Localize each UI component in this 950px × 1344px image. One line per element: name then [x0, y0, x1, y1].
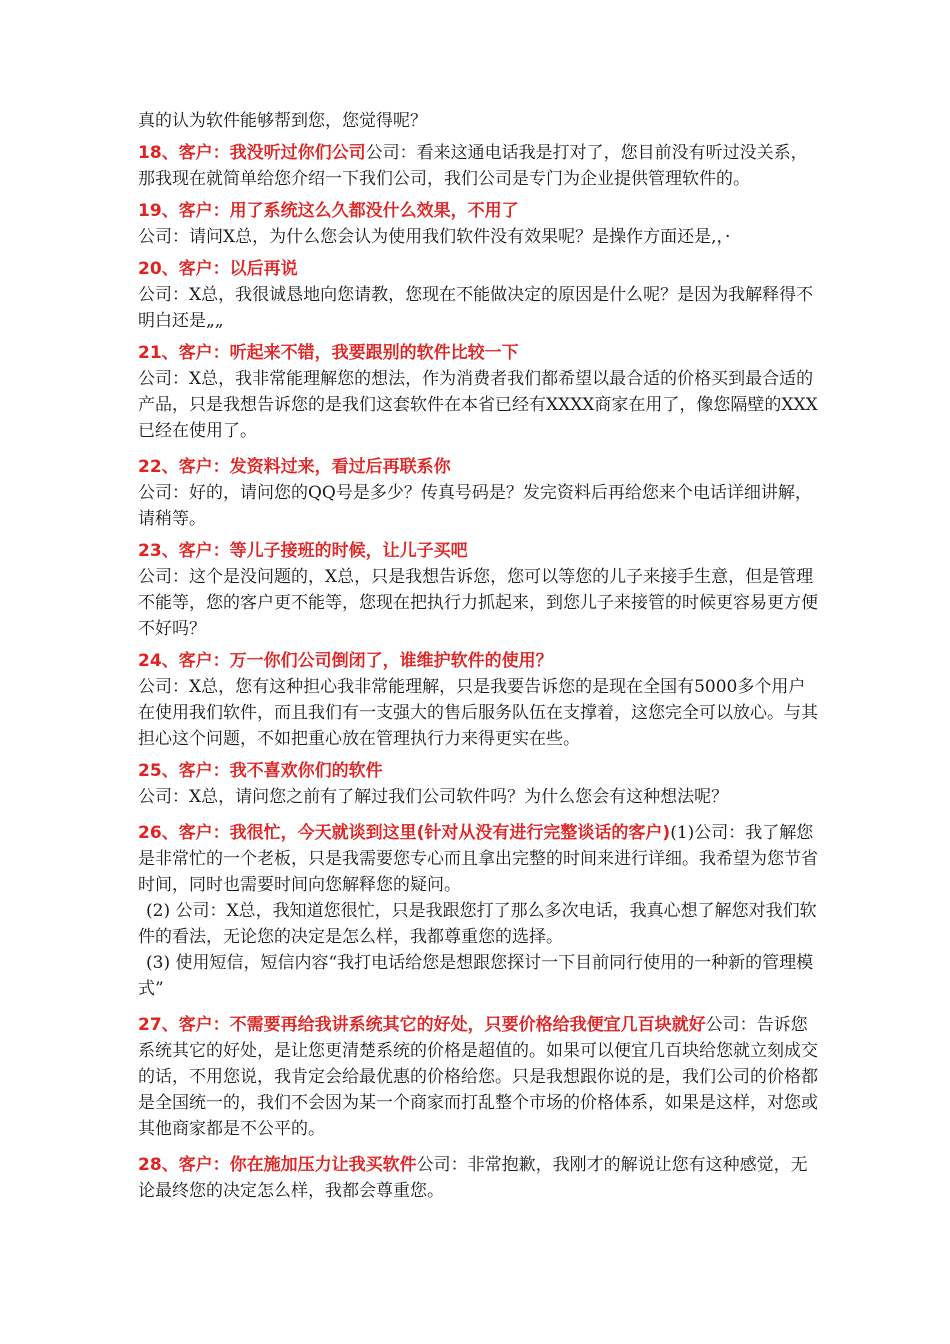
qa-28	[138, 1152, 818, 1204]
question-18: 18、客户：我没听过你们公司	[138, 143, 366, 163]
answer-18: 公司：看来这通电话我是打对了，您目前没有听过没关系，那我现在就简单给您介绍一下我们公司，我们公司是专门为企业提供管理软件的。	[138, 143, 808, 189]
question-22: 22、客户：发资料过来，看过后再联系你	[138, 457, 451, 477]
question-23: 23、客户：等儿子接班的时候，让儿子买吧	[138, 541, 468, 561]
question-27: 27、客户：不需要再给我讲系统其它的好处，只要价格给我便宜几百块就好	[138, 1015, 706, 1035]
qa-21	[138, 340, 818, 444]
answer-23: 公司：这个是没问题的，X总，只是我想告诉您，您可以等您的儿子来接手生意，但是管理不能等，您的客户更不能等，您现在把执行力抓起来，到您儿子来接管的时候更容易更方便不好吗？	[138, 567, 818, 639]
intro-text: 真的认为软件能够帮到您，您觉得呢？	[138, 111, 427, 131]
question-26: 26、客户：我很忙，今天就谈到这里(针对从没有进行完整谈话的客户)	[138, 823, 671, 843]
qa-20	[138, 256, 818, 334]
answer-26-3: (3) 使用短信，短信内容“我打电话给您是想跟您探讨一下目前同行使用的一种新的管理模式”	[138, 953, 814, 999]
answer-24: 公司：X总，您有这种担心我非常能理解，只是我要告诉您的是现在全国有5000多个用户在使用我们软件，而且我们有一支强大的售后服务队伍在支撑着，这您完全可以放心。与其担心这个问题，不如把重心放在管理执行力来得更实在些。	[138, 677, 818, 749]
answer-26-1: (1)公司：我了解您是非常忙的一个老板，只是我需要您专心而且拿出完整的时间来进行详细。我希望为您节省时间，同时也需要时间向您解释您的疑问。	[138, 823, 818, 895]
question-25: 25、客户：我不喜欢你们的软件	[138, 761, 383, 781]
question-24: 24、客户：万一你们公司倒闭了，谁维护软件的使用？	[138, 651, 553, 671]
question-19: 19、客户：用了系统这么久都没什么效果，不用了	[138, 201, 519, 221]
answer-28: 公司：非常抱歉，我刚才的解说让您有这种感觉，无论最终您的决定怎么样，我都会尊重您。	[138, 1155, 808, 1201]
answer-27: 公司：告诉您系统其它的好处，是让您更清楚系统的价格是超值的。如果可以便宜几百块给您就立刻成交的话，不用您说，我肯定会给最优惠的价格给您。只是我想跟你说的是，我们公司的价格都是全国统一的，我们不会因为某一个商家而打乱整个市场的价格体系，如果是这样，对您或其他商家都是不公平的。	[138, 1015, 818, 1139]
answer-21: 公司：X总，我非常能理解您的想法，作为消费者我们都希望以最合适的价格买到最合适的产品，只是我想告诉您的是我们这套软件在本省已经有XXXX商家在用了，像您隔壁的XXX已经在使用了。	[138, 369, 818, 441]
answer-19: 公司：请问X总，为什么您会认为使用我们软件没有效果呢？是操作方面还是,，·	[138, 227, 731, 247]
answer-22: 公司：好的，请问您的QQ号是多少？传真号码是？发完资料后再给您来个电话详细讲解，请稍等。	[138, 483, 812, 529]
answer-26-2: (2) 公司：X总，我知道您很忙，只是我跟您打了那么多次电话，我真心想了解您对我们软件的看法，无论您的决定是怎么样，我都尊重您的选择。	[138, 901, 817, 947]
qa-26	[138, 820, 818, 1002]
qa-27	[138, 1012, 818, 1142]
qa-19	[138, 198, 818, 250]
qa-25	[138, 758, 818, 810]
intro-paragraph	[138, 108, 818, 134]
question-21: 21、客户：听起来不错，我要跟别的软件比较一下	[138, 343, 519, 363]
question-20: 20、客户：以后再说	[138, 259, 298, 279]
answer-25: 公司：X总，请问您之前有了解过我们公司软件吗？为什么您会有这种想法呢？	[138, 787, 729, 807]
document-body	[138, 108, 818, 1204]
qa-23	[138, 538, 818, 642]
answer-20: 公司：X总，我很诚恳地向您请教，您现在不能做决定的原因是什么呢？是因为我解释得不明白还是„„	[138, 285, 814, 331]
question-28: 28、客户：你在施加压力让我买软件	[138, 1155, 417, 1175]
qa-18	[138, 140, 818, 192]
qa-22	[138, 454, 818, 532]
qa-24	[138, 648, 818, 752]
